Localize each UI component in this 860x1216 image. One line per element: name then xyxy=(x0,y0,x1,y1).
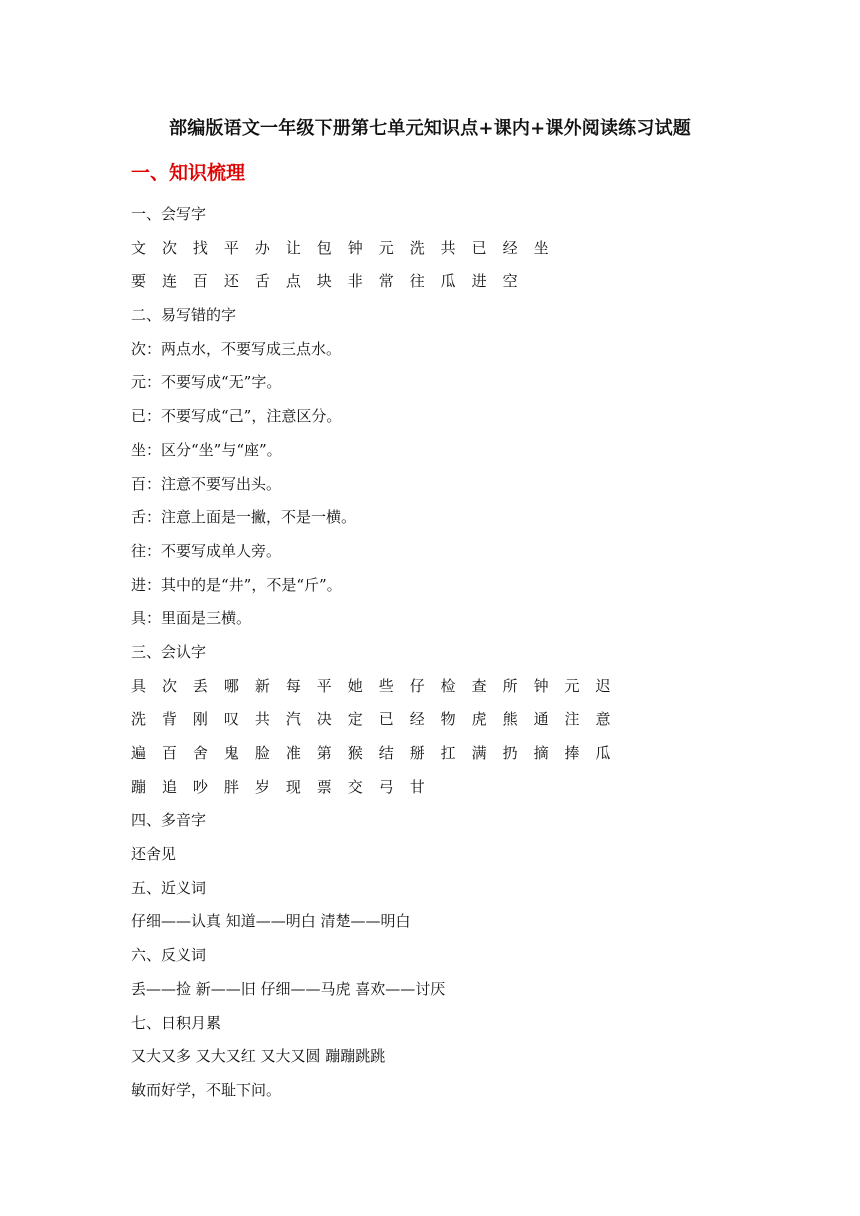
subheading-recognize-chars: 三、会认字 xyxy=(131,642,207,661)
document-title: 部编版语文一年级下册第七单元知识点+课内+课外阅读练习试题 xyxy=(169,118,691,139)
subheading-write-chars: 一、会写字 xyxy=(131,205,207,223)
antonyms-list: 丢——捡 新——旧 仔细——马虎 喜欢——讨厌 xyxy=(131,979,446,998)
section-heading: 一、知识梳理 xyxy=(131,162,246,184)
recognize-chars-row-2: 洗 背 刚 叹 共 汽 决 定 已 经 物 虎 熊 通 注 意 xyxy=(131,710,617,729)
error-note: 进：其中的是“井”，不是“斤”。 xyxy=(131,575,342,594)
polyphones-list: 还舍见 xyxy=(131,845,177,864)
subheading-antonyms: 六、反义词 xyxy=(131,946,207,965)
error-note: 舌：注意上面是一撇，不是一横。 xyxy=(131,508,357,527)
accumulation-proverb: 敏而好学，不耻下问。 xyxy=(131,1080,282,1099)
error-note: 往：不要写成单人旁。 xyxy=(131,541,282,560)
error-note: 次：两点水，不要写成三点水。 xyxy=(131,339,342,358)
accumulation-phrases: 又大又多 又大又红 又大又圆 蹦蹦跳跳 xyxy=(131,1047,386,1066)
error-note: 具：里面是三横。 xyxy=(131,609,252,628)
synonyms-list: 仔细——认真 知道——明白 清楚——明白 xyxy=(131,912,411,931)
document-body xyxy=(131,198,831,1108)
recognize-chars-row-4: 蹦 追 吵 胖 岁 现 票 交 弓 甘 xyxy=(131,777,431,796)
error-note: 元：不要写成“无”字。 xyxy=(131,373,282,392)
write-chars-row-1: 文 次 找 平 办 让 包 钟 元 洗 共 已 经 坐 xyxy=(131,238,555,257)
write-chars-row-2: 要 连 百 还 舌 点 块 非 常 往 瓜 进 空 xyxy=(131,272,524,291)
recognize-chars-row-3: 遍 百 舍 鬼 脸 准 第 猴 结 掰 扛 满 扔 摘 捧 瓜 xyxy=(131,744,617,762)
error-note: 已：不要写成“己”，注意区分。 xyxy=(131,407,342,426)
error-note: 百：注意不要写出头。 xyxy=(131,474,282,493)
error-note: 坐：区分“坐”与“座”。 xyxy=(131,440,282,459)
subheading-error-prone: 二、易写错的字 xyxy=(131,306,237,325)
subheading-synonyms: 五、近义词 xyxy=(131,878,207,897)
subheading-polyphones: 四、多音字 xyxy=(131,811,207,830)
subheading-accumulation: 七、日积月累 xyxy=(131,1013,222,1032)
recognize-chars-row-1: 具 次 丢 哪 新 每 平 她 些 仔 检 查 所 钟 元 迟 xyxy=(131,676,617,695)
